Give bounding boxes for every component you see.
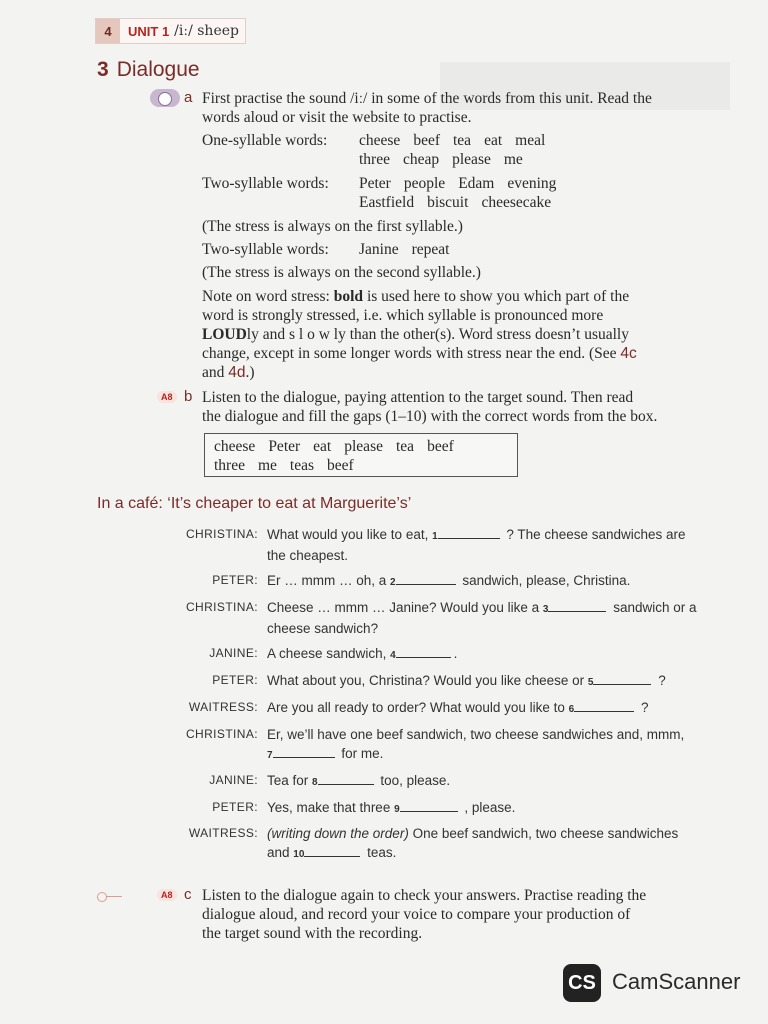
word: Edam — [458, 175, 495, 192]
speaker: WAITRESS: — [188, 826, 258, 840]
dialogue-line — [267, 571, 727, 592]
word: Peter — [359, 175, 391, 192]
gap-blank[interactable] — [400, 799, 458, 812]
gap-blank[interactable] — [548, 599, 606, 612]
stress-note-line-2: word is strongly stressed, i.e. which syllable is pronounced more — [202, 307, 604, 324]
word: eat — [484, 132, 503, 149]
one-syllable-row-1 — [359, 131, 558, 150]
speaker: CHRISTINA: — [185, 727, 258, 741]
stage-direction: (writing down the order) — [267, 826, 409, 841]
one-syllable-label: One-syllable words: — [202, 132, 328, 149]
dialogue-line — [267, 798, 727, 819]
gap-blank[interactable] — [438, 526, 500, 539]
stress-note-line-5 — [202, 363, 722, 382]
line-text: sandwich, please, Christina. — [458, 573, 631, 588]
section-number: 3 — [97, 58, 109, 81]
part-b-line-2: the dialogue and fill the gaps (1–10) with the correct words from the box. — [202, 408, 658, 425]
speaker: WAITRESS: — [188, 700, 258, 714]
speaker: JANINE: — [209, 773, 258, 787]
gap-blank[interactable] — [396, 645, 451, 658]
gap-number: 1 — [432, 531, 438, 542]
note-text: change, except in some longer words with stress near the end. (See — [202, 345, 621, 362]
gap-blank[interactable] — [304, 844, 360, 857]
line-text: cheese sandwich? — [267, 621, 379, 636]
word: Eastfield — [359, 194, 415, 211]
two-syllable-label: Two-syllable words: — [202, 175, 329, 192]
dialogue-line — [267, 725, 727, 765]
dialogue-line — [267, 824, 727, 864]
gap-blank[interactable] — [574, 699, 634, 712]
word: three — [359, 151, 390, 168]
word: biscuit — [427, 194, 469, 211]
website-icon — [150, 89, 180, 107]
dialogue-line — [267, 671, 727, 692]
stress-first-note: (The stress is always on the first syllable.) — [202, 218, 463, 235]
line-text: Are you all ready to order? What would you like to — [267, 700, 569, 715]
box-word: beef — [427, 438, 454, 455]
box-word: Peter — [268, 438, 301, 455]
line-text: ? — [637, 700, 649, 715]
line-text: ? — [654, 673, 666, 688]
word-box — [204, 433, 518, 477]
gap-number: 5 — [587, 677, 594, 688]
part-a-intro-1: First practise the sound /iː/ in some of the words from this unit. Read the — [202, 90, 652, 107]
camscanner-logo: CS — [563, 964, 601, 1002]
note-text: .) — [245, 364, 255, 381]
camscanner-watermark: CamScanner — [612, 969, 741, 994]
line-text: sandwich or a — [609, 600, 697, 615]
dialogue-line — [267, 698, 727, 719]
stress-second-note: (The stress is always on the second syllable.) — [202, 264, 481, 281]
speaker: PETER: — [212, 800, 258, 814]
line-text: , please. — [460, 800, 516, 815]
gap-number: 3 — [542, 604, 549, 615]
unit-sound: /iː/ sheep — [174, 23, 239, 39]
line-text: ? The cheese sandwiches are — [502, 527, 686, 542]
word: repeat — [411, 241, 450, 258]
note-text: Note on word stress: — [202, 288, 334, 305]
one-syllable-row-2 — [359, 150, 536, 169]
line-text: and — [267, 845, 294, 860]
word: me — [503, 151, 523, 168]
gap-number: 9 — [394, 804, 400, 815]
note-bold: bold — [333, 288, 364, 305]
cross-reference-link[interactable]: 4c — [620, 345, 637, 362]
note-text: and — [202, 364, 229, 381]
stress-note-line-3 — [202, 325, 722, 344]
note-bold: LOUD — [202, 326, 247, 343]
word: cheesecake — [481, 194, 552, 211]
box-word: three — [214, 457, 245, 474]
part-c-letter: c — [184, 886, 192, 903]
stress-note — [202, 287, 722, 382]
dialogue-line — [267, 525, 727, 565]
line-text: Cheese … mmm … Janine? Would you like a — [267, 600, 543, 615]
gap-number: 2 — [390, 577, 396, 588]
gap-blank[interactable] — [593, 672, 651, 685]
line-text: Er … mmm … oh, a — [267, 573, 391, 588]
word: beef — [413, 132, 440, 149]
line-text: Er, we’ll have one beef sandwich, two cheese sandwiches and, mmm, — [267, 727, 685, 742]
page-header — [95, 18, 246, 44]
cross-reference-link[interactable]: 4d — [228, 364, 246, 381]
line-text: A cheese sandwich, — [267, 646, 391, 661]
note-text: is used here to show you which part of the — [363, 288, 630, 305]
box-word: teas — [289, 457, 315, 474]
gap-blank[interactable] — [273, 745, 335, 758]
line-text: the cheapest. — [267, 548, 349, 563]
stress-note-line-1 — [202, 287, 722, 306]
line-text: One beef sandwich, two cheese sandwiches — [408, 826, 679, 841]
audio-track-icon[interactable]: A8 — [157, 889, 177, 901]
line-text: What about you, Christina? Would you like cheese or — [267, 673, 588, 688]
part-c-line-2: dialogue aloud, and record your voice to compare your production of — [202, 906, 631, 923]
gap-number: 4 — [390, 650, 396, 661]
line-text: too, please. — [376, 773, 451, 788]
audio-track-icon[interactable]: A8 — [157, 391, 177, 403]
word: cheap — [402, 151, 440, 168]
speaker: PETER: — [212, 673, 258, 687]
box-word: please — [344, 438, 383, 455]
dialogue-title: In a café: ‘It’s cheaper to eat at Marguerite’s’ — [97, 495, 412, 512]
part-c-line-1: Listen to the dialogue again to check your answers. Practise reading the — [202, 887, 647, 904]
speaker: PETER: — [212, 573, 258, 587]
part-b-letter: b — [184, 388, 193, 405]
dialogue-line — [267, 598, 727, 638]
line-text: Yes, make that three — [267, 800, 395, 815]
speaker: JANINE: — [209, 646, 258, 660]
word: Janine — [359, 241, 399, 258]
two-syllable-row-2 — [359, 193, 564, 212]
part-a-letter: a — [184, 89, 193, 106]
box-word: me — [257, 457, 277, 474]
page-number: 4 — [96, 19, 120, 43]
word: cheese — [359, 132, 401, 149]
gap-number: 10 — [293, 849, 305, 860]
line-text: for me. — [337, 746, 384, 761]
gap-number: 7 — [267, 750, 273, 761]
speaker: CHRISTINA: — [185, 600, 258, 614]
box-word: tea — [395, 438, 415, 455]
part-b-line-1: Listen to the dialogue, paying attention to the target sound. Then read — [202, 389, 634, 406]
note-text: ly and s l o w ly than the other(s). Word stress doesn’t usually — [246, 326, 629, 343]
part-a-intro-2: words aloud or visit the website to practise. — [202, 109, 472, 126]
line-text: What would you like to eat, — [267, 527, 433, 542]
gap-number: 6 — [568, 704, 575, 715]
speaker: CHRISTINA: — [185, 527, 258, 541]
word-box-row-2 — [214, 456, 517, 475]
two-syllable-label-2: Two-syllable words: — [202, 241, 329, 258]
part-c-line-3: the target sound with the recording. — [202, 925, 423, 942]
box-word: cheese — [214, 438, 256, 455]
section-title — [97, 58, 200, 82]
section-name: Dialogue — [116, 58, 200, 81]
two-syllable-row-1 — [359, 174, 569, 193]
dialogue-line — [267, 644, 727, 665]
word: people — [403, 175, 446, 192]
word: evening — [507, 175, 557, 192]
gap-number: 8 — [312, 777, 318, 788]
line-text: Tea for — [267, 773, 313, 788]
dialogue-line — [267, 771, 727, 792]
word: meal — [515, 132, 546, 149]
gap-blank[interactable] — [396, 572, 456, 585]
word: please — [452, 151, 491, 168]
word-box-row-1 — [214, 437, 517, 456]
two-syllable-row-3 — [359, 240, 462, 259]
line-text: . — [453, 646, 458, 661]
word: tea — [452, 132, 472, 149]
key-icon — [97, 892, 123, 900]
unit-label: UNIT 1 — [128, 23, 170, 39]
box-word: eat — [313, 438, 332, 455]
stress-note-line-4 — [202, 344, 722, 363]
line-text: teas. — [363, 845, 397, 860]
gap-blank[interactable] — [318, 772, 374, 785]
box-word: beef — [327, 457, 354, 474]
